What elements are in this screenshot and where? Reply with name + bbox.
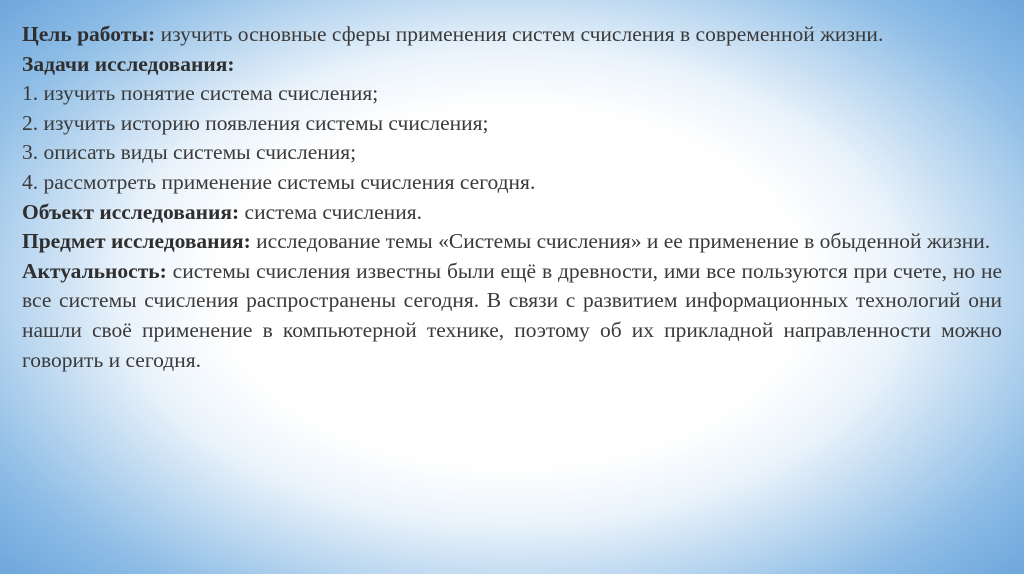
- goal-text: изучить основные сферы применения систем счисления в современной жизни.: [155, 22, 884, 46]
- task-item-2: 2. изучить историю появления системы счисления;: [22, 110, 489, 135]
- relevance-label: Актуальность:: [22, 258, 167, 283]
- slide-content: [22, 20, 1002, 375]
- object-paragraph: [22, 198, 1002, 228]
- relevance-text: системы счисления известны были ещё в древности, ими все пользуются при счете, но не все системы счисления распространены сегодня. В связи с развитием информационных технологий они нашли своё применение в компьютерной технике, поэтому об их прикладной направленности можно говорить и сегодня.: [22, 258, 1002, 372]
- object-label: Объект исследования:: [22, 199, 240, 224]
- object-text: система счисления.: [239, 199, 422, 224]
- subject-label: Предмет исследования:: [22, 229, 251, 254]
- subject-text: исследование темы «Системы счисления» и ее применение в обыденной жизни.: [250, 229, 991, 254]
- goal-paragraph: [22, 20, 1002, 50]
- task-item-1: 1. изучить понятие система счисления;: [22, 81, 379, 106]
- goal-label: Цель работы:: [22, 22, 156, 46]
- subject-paragraph: [22, 227, 1002, 257]
- task-item-4: 4. рассмотреть применение системы счисления сегодня.: [22, 169, 536, 194]
- tasks-heading: [22, 50, 1002, 80]
- relevance-paragraph: [22, 257, 1002, 375]
- tasks-label: Задачи исследования:: [22, 51, 235, 76]
- task-item-3: 3. описать виды системы счисления;: [22, 140, 357, 165]
